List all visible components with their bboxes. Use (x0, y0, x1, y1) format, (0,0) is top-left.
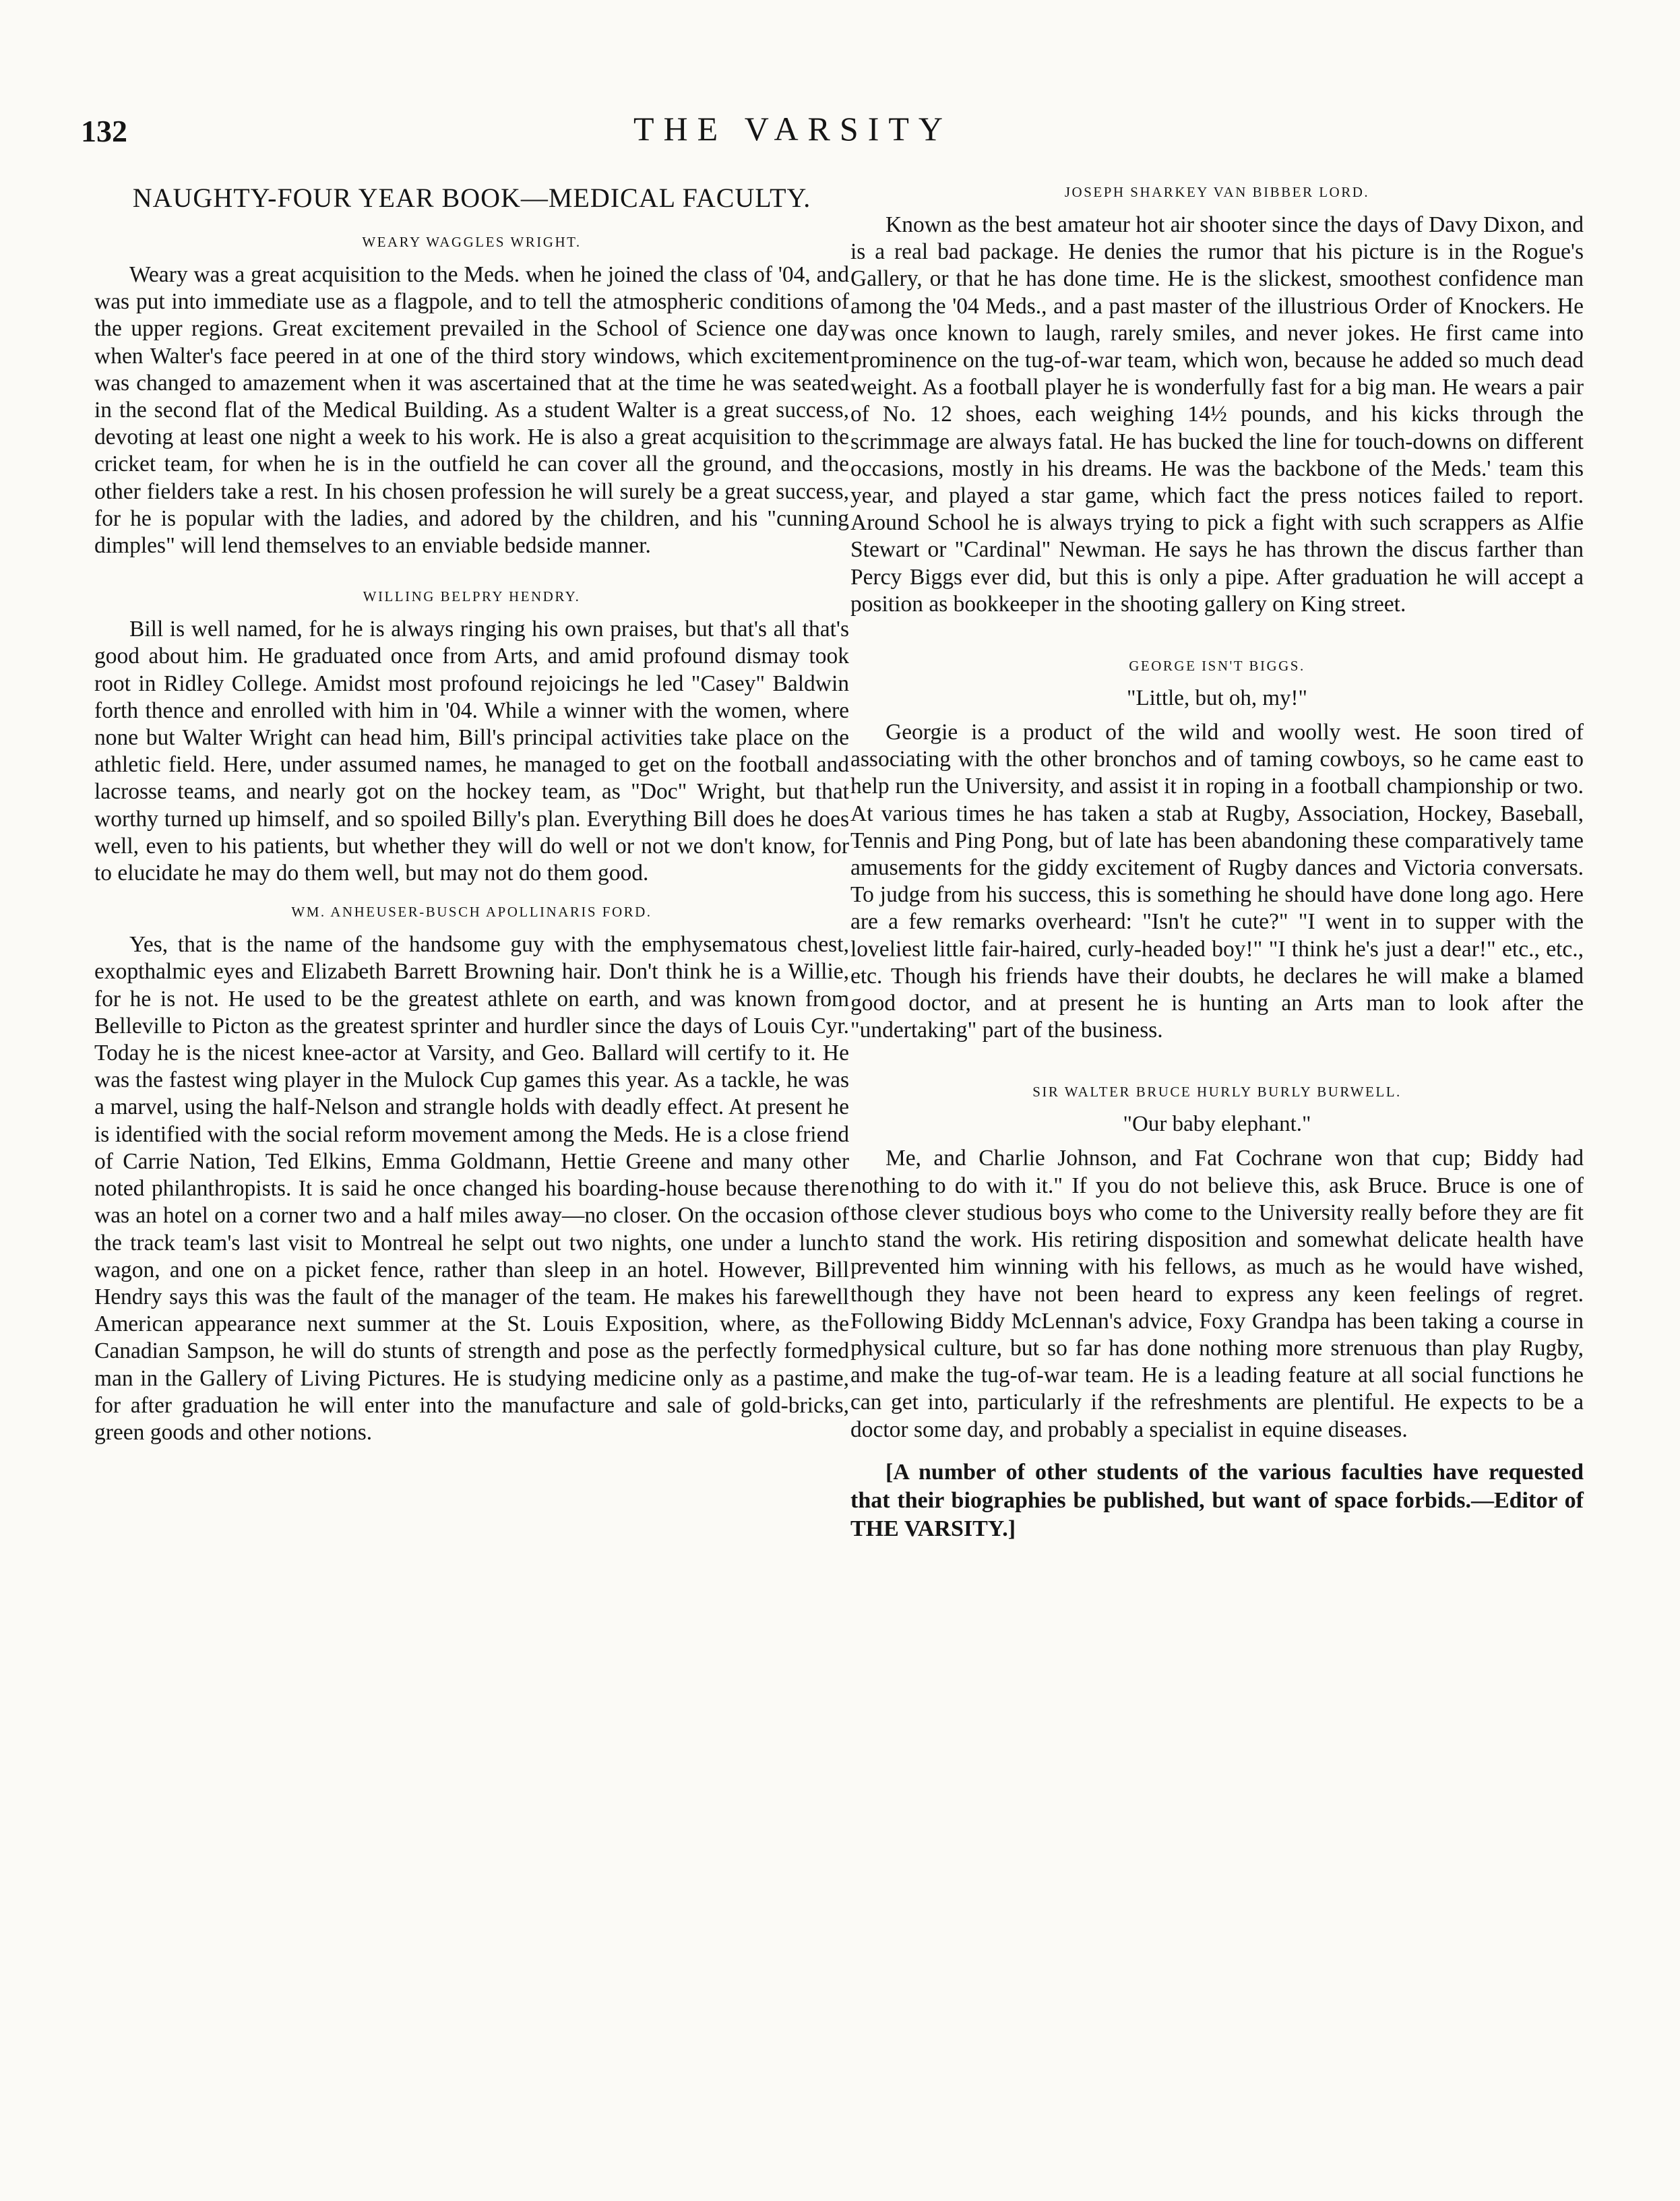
page-number: 132 (81, 114, 127, 148)
entry-heading: WILLING BELPRY HENDRY. (363, 588, 581, 605)
left-column (94, 182, 849, 1461)
editor-note: [A number of other students of the various faculties have requested that their biographies be published, but want of space forbids.—Editor of THE VARSITY.] (850, 1459, 1584, 1541)
entry-body: Yes, that is the name of the handsome guy with the emphysematous chest, exopthalmic eyes and Elizabeth Barrett Browning hair. Don't think he is a Willie, for he is not. He used to be the greatest athlete on earth, and was known from Belleville to Picton as the greatest sprinter and hurdler since the days of Louis Cyr. Today he is the nicest knee-actor at Varsity, and Geo. Ballard will certify to it. He was the fastest wing player in the Mulock Cup games this year. As a tackle, he was a marvel, using the half-Nelson and strangle holds with deadly effect. At present he is identified with the social reform movement among the Meds. He is a close friend of Carrie Nation, Ted Elkins, Emma Goldmann, Hettie Greene and many other noted philanthropists. It is said he once changed his boarding-house because there was an hotel on a corner two and a half miles away—no closer. On the occasion of the track team's last visit to Montreal he selpt out two nights, one under a lunch wagon, and one on a picket fence, rather than sleep in an hotel. However, Bill Hendry says this was the fault of the manager of the team. He makes his farewell American appearance next summer at the St. Louis Exposition, where, as the Canadian Sampson, he will do stunts of strength and pose as the perfectly formed man in the Gallery of Living Pictures. He is studying medicine only as a pastime, for after graduation he will enter into the manufacture and sale of gold-bricks, green goods and other notions. (94, 932, 849, 1445)
entry-subtitle: "Little, but oh, my!" (1127, 686, 1307, 711)
entry-body: Bill is well named, for he is always ringing his own praises, but that's all that's good about him. He graduated once from Arts, and amid profound dismay took root in Ridley College. Amidst most profound rejoicings he led "Casey" Baldwin forth thence and enrolled with him in '04. While a winner with the women, where none but Walter Wright can head him, Bill's principal activities take place on the athletic field. Here, under assumed names, he managed to get on the football and lacrosse teams, and nearly got on the hockey team, as "Doc" Wright, but that worthy turned up himself, and so spoiled Billy's plan. Everything Bill does he does well, even to his patients, but whether they will do well or not we don't know, for to elucidate he may do them well, but may not do them good. (94, 617, 849, 886)
entry-heading: WM. ANHEUSER-BUSCH APOLLINARIS FORD. (291, 904, 652, 921)
entry-body: Weary was a great acquisition to the Meds. when he joined the class of '04, and was put into immediate use as a flagpole, and to tell the atmospheric conditions of the upper regions. Great excitement prevailed in the School of Science one day when Walter's face peered in at one of the third story windows, which excitement was changed to amazement when it was ascertained that at the time he was seated in the second flat of the Medical Building. As a student Walter is a great success, devoting at least one night a week to his work. He is also a great acquisition to the cricket team, for when he is in the outfield he can cover all the ground, and the other fielders take a rest. In his chosen profession he will surely be a great success, for he is popular with the ladies, and adored by the children, and his "cunning dimples" will lend themselves to an enviable bedside manner. (94, 262, 849, 559)
entry-body: Me, and Charlie Johnson, and Fat Cochrane won that cup; Biddy had nothing to do with it." If you do not believe this, ask Bruce. Bruce is one of those clever studious boys who come to the University really before they are fit to stand the work. His retiring disposition and somewhat delicate health have prevented him winning with his fellows, as much as he would have wished, though they have not been heard to express any keen feelings of regret. Following Biddy McLennan's advice, Foxy Grandpa has been taking a course in physical culture, but so far has done nothing more strenuous than play Rugby, and make the tug-of-war team. He is a leading feature at all social functions he can get into, particularly if the refreshments are plentiful. He expects to be a doctor some day, and probably a specialist in equine diseases. (850, 1146, 1584, 1442)
article-title: NAUGHTY-FOUR YEAR BOOK—MEDICAL FACULTY. (132, 183, 811, 213)
biography-entry (850, 1082, 1584, 1443)
entry-heading: WEARY WAGGLES WRIGHT. (362, 234, 582, 250)
biography-entry (850, 656, 1584, 1044)
entry-body: Known as the best amateur hot air shooter since the days of Davy Dixon, and is a real bad package. He denies the rumor that his picture is in the Rogue's Gallery, or that he has done time. He is the slickest, smoothest confidence man among the '04 Meds., and a past master of the illustrious Order of Knockers. He was once known to laugh, rarely smiles, and never jokes. He first came into prominence on the tug-of-war team, which won, because he added so much dead weight. As a football player he is wonderfully fast for a big man. He wears a pair of No. 12 shoes, each weighing 14½ pounds, and his kicks through the scrimmage are always fatal. He has bucked the line for touch-downs on different occasions, mostly in his dreams. He was the backbone of the Meds.' team this year, and played a star game, which fact the press notices failed to report. Around School he is always trying to pick a fight with such scrappers as Alfie Stewart or "Cardinal" Newman. He says he has thrown the discus farther than Percy Biggs ever did, but this is only a pipe. After graduation he will accept a position as bookkeeper in the shooting gallery on King street. (850, 212, 1584, 617)
biography-entry (850, 182, 1584, 618)
journal-title: THE VARSITY (633, 110, 953, 148)
right-column (850, 182, 1584, 1543)
entry-subtitle: "Our baby elephant." (1123, 1112, 1311, 1137)
running-head (81, 110, 1631, 160)
biography-entry (94, 586, 849, 887)
entry-heading: JOSEPH SHARKEY VAN BIBBER LORD. (1064, 184, 1370, 200)
entry-heading: GEORGE ISN'T BIGGS. (1129, 658, 1305, 675)
entry-body: Georgie is a product of the wild and woolly west. He soon tired of associating with the other bronchos and of taming cowboys, so he came east to help run the University, and assist it in roping in a football championship or two. At various times he has taken a stab at Rugby, Association, Hockey, Baseball, Tennis and Ping Pong, but of late has been abandoning these comparatively tame amusements for the giddy excitement of Rugby dances and Victoria conversats. To judge from his success, this is something he should have done long ago. Here are a few remarks overheard: "Isn't he cute?" "I went in to supper with the loveliest little fair-haired, curly-headed boy!" "I think he's just a dear!" etc., etc., etc. Though his friends have their doubts, he declares he will make a blamed good doctor, and at present he is hunting an Arts man to look after the "undertaking" part of the business. (850, 720, 1584, 1043)
biography-entry (94, 902, 849, 1446)
entry-heading: SIR WALTER BRUCE HURLY BURLY BURWELL. (1032, 1084, 1402, 1100)
biography-entry (94, 232, 849, 559)
